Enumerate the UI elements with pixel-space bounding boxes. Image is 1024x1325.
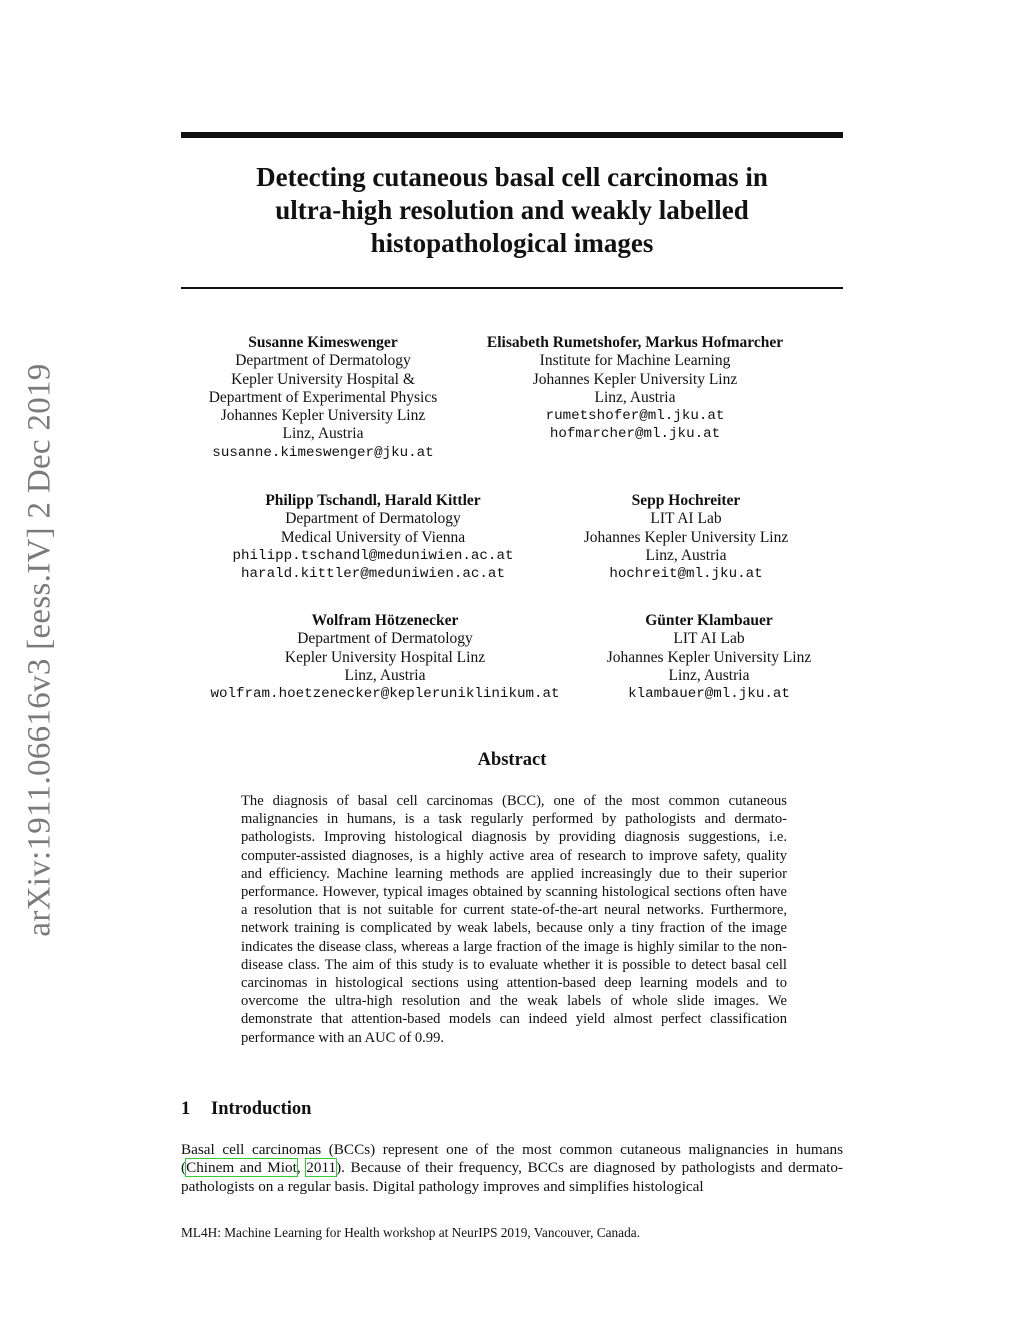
intro-text-after: ). Because of their frequency, BCCs are diagnosed by pathologists and dermato-pathologists on a regular basis. Digital pathology improves and simplifies histological <box>181 1159 843 1195</box>
author-name: Elisabeth Rumetshofer, Markus Hofmarcher <box>486 334 784 351</box>
author-affiliation: Johannes Kepler University Linz <box>220 407 426 425</box>
author-name: Susanne Kimeswenger <box>248 334 398 351</box>
author-affiliation: Institute for Machine Learning <box>539 352 731 370</box>
title-line-2: ultra-high resolution and weakly labelled <box>275 195 749 225</box>
author-affiliation: Kepler University Hospital & <box>231 370 415 388</box>
author-affiliation: Department of Dermatology <box>297 630 473 648</box>
title-rule-bottom <box>181 287 843 289</box>
section-title: Introduction <box>211 1099 312 1119</box>
author-name: Sepp Hochreiter <box>631 492 741 509</box>
citation-link-authors[interactable]: Chinem and Miot <box>186 1159 297 1177</box>
author-name: Wolfram Hötzenecker <box>311 612 459 629</box>
abstract-heading: Abstract <box>477 750 547 770</box>
author-name: Philipp Tschandl, Harald Kittler <box>265 492 481 509</box>
abstract-body: The diagnosis of basal cell carcinomas (BCC), one of the most common cutaneous malignancies in humans, is a task regularly performed by pathologists and dermato-pathologists. Improving histological diagnosis by providing diagnosis suggestions, i.e. computer-assisted diagnoses, is a highly active area of research to improve safety, quality and efficiency. Machine learning methods are applied increasingly due to their superior performance. However, typical images obtained by scanning histological sections often have a resolution that is not suitable for current state-of-the-art neural networks. Furthermore, network training is complicated by weak labels, because only a tiny fraction of the image indicates the disease class, whereas a large fraction of the image is highly similar to the non-disease class. The aim of this study is to evaluate whether it is possible to detect basal cell carcinomas in histological sections using attention-based deep learning models and to overcome the ultra-high resolution and the weak labels of whole slide images. We demonstrate that attention-based models can indeed yield almost perfect classification performance with an AUC of 0.99. <box>241 793 787 1046</box>
section-heading-introduction <box>181 1099 311 1120</box>
author-affiliation: Linz, Austria <box>344 666 426 684</box>
author-block-hoetzenecker <box>210 612 559 703</box>
author-affiliation: Johannes Kepler University Linz <box>606 648 812 666</box>
author-affiliation: Medical University of Vienna <box>280 528 466 546</box>
paper-title <box>181 161 843 260</box>
author-email: susanne.kimeswenger@jku.at <box>212 444 434 461</box>
section-number: 1 <box>181 1099 191 1119</box>
author-affiliation: Department of Dermatology <box>285 510 461 528</box>
arxiv-side-stamp: arXiv:1911.06616v3 [eess.IV] 2 Dec 2019 <box>21 363 58 937</box>
author-email: wolfram.hoetzenecker@kepleruniklinikum.at <box>210 686 560 703</box>
author-block-klambauer <box>607 612 811 703</box>
author-affiliation: LIT AI Lab <box>673 630 745 648</box>
author-email: hofmarcher@ml.jku.at <box>549 426 721 443</box>
author-block-hochreiter <box>584 492 788 583</box>
author-affiliation: Johannes Kepler University Linz <box>583 528 789 546</box>
author-name: Günter Klambauer <box>645 612 773 629</box>
title-line-1: Detecting cutaneous basal cell carcinomas in <box>256 162 768 192</box>
author-affiliation: Johannes Kepler University Linz <box>532 370 738 388</box>
author-affiliation: Department of Dermatology <box>235 352 411 370</box>
author-affiliation: LIT AI Lab <box>650 510 722 528</box>
author-block-kimeswenger <box>209 334 438 462</box>
title-rule-top <box>181 132 843 138</box>
author-email: hochreit@ml.jku.at <box>609 566 763 583</box>
author-affiliation: Linz, Austria <box>645 546 727 564</box>
author-affiliation: Linz, Austria <box>282 425 364 443</box>
author-email: klambauer@ml.jku.at <box>628 686 790 703</box>
author-affiliation: Linz, Austria <box>594 388 676 406</box>
title-line-3: histopathological images <box>370 228 654 258</box>
intro-text-before: Basal cell carcinomas (BCCs) represent one of the most common cutaneous malignancies in humans ( <box>181 1141 843 1177</box>
venue-footnote: ML4H: Machine Learning for Health workshop at NeurIPS 2019, Vancouver, Canada. <box>181 1225 640 1240</box>
author-block-tschandl-kittler <box>233 492 514 583</box>
author-block-rumetshofer-hofmarcher <box>487 334 783 444</box>
author-affiliation: Kepler University Hospital Linz <box>284 648 486 666</box>
author-email: harald.kittler@meduniwien.ac.at <box>241 566 505 583</box>
author-affiliation: Department of Experimental Physics <box>208 388 438 406</box>
author-affiliation: Linz, Austria <box>668 666 750 684</box>
introduction-paragraph <box>181 1141 843 1196</box>
citation-separator: , <box>296 1159 307 1177</box>
citation-link-year[interactable]: 2011 <box>306 1159 337 1177</box>
author-email: rumetshofer@ml.jku.at <box>545 408 725 425</box>
author-email: philipp.tschandl@meduniwien.ac.at <box>232 547 514 564</box>
